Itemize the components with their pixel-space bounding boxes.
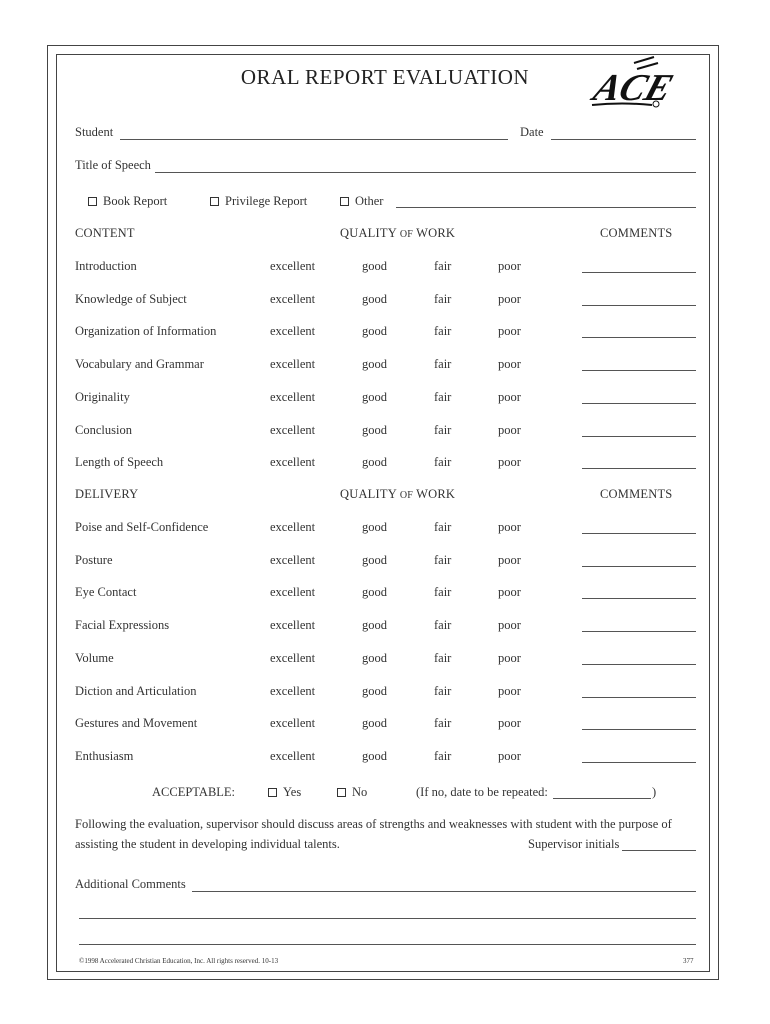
delivery-comment-field[interactable] xyxy=(582,566,696,567)
content-item-label: Originality xyxy=(75,389,130,404)
rating-poor[interactable]: poor xyxy=(498,683,521,698)
content-comment-field[interactable] xyxy=(582,436,696,437)
acceptable-yes-option[interactable] xyxy=(268,785,301,800)
rating-good[interactable]: good xyxy=(362,357,387,372)
supervisor-initials-label: Supervisor initials xyxy=(528,837,620,851)
rating-good[interactable]: good xyxy=(362,748,387,763)
page-code: 377 xyxy=(683,957,694,965)
delivery-item-label: Volume xyxy=(75,650,114,665)
rating-excellent[interactable]: excellent xyxy=(270,291,316,306)
repeat-date-suffix: ) xyxy=(652,785,657,799)
delivery-header: DELIVERY xyxy=(75,487,139,501)
rating-fair[interactable]: fair xyxy=(434,683,452,698)
other-report-checkbox[interactable] xyxy=(340,197,349,206)
rating-poor[interactable]: poor xyxy=(498,552,521,567)
rating-good[interactable]: good xyxy=(362,683,387,698)
rating-excellent[interactable]: excellent xyxy=(270,455,316,470)
ace-logo-text: ACE xyxy=(588,66,679,109)
rating-fair[interactable]: fair xyxy=(434,389,452,404)
acceptable-yes-checkbox[interactable] xyxy=(268,788,277,797)
additional-comments-line-2[interactable] xyxy=(79,918,696,919)
rating-poor[interactable]: poor xyxy=(498,650,521,665)
rating-poor[interactable]: poor xyxy=(498,324,521,339)
delivery-item-label: Eye Contact xyxy=(75,585,137,600)
delivery-quality-header: QUALITY OF WORK xyxy=(340,487,456,501)
delivery-item-label: Facial Expressions xyxy=(75,618,170,633)
acceptable-no-option[interactable] xyxy=(337,785,367,800)
additional-comments-line-1[interactable] xyxy=(192,891,696,892)
rating-excellent[interactable]: excellent xyxy=(270,324,316,339)
content-comment-field[interactable] xyxy=(582,272,696,273)
delivery-item-label: Diction and Articulation xyxy=(75,683,197,698)
content-comment-field[interactable] xyxy=(582,305,696,306)
rating-fair[interactable]: fair xyxy=(434,748,452,763)
rating-good[interactable]: good xyxy=(362,552,387,567)
rating-excellent[interactable]: excellent xyxy=(270,389,316,404)
rating-excellent[interactable]: excellent xyxy=(270,618,316,633)
rating-fair[interactable]: fair xyxy=(434,650,452,665)
delivery-comment-field[interactable] xyxy=(582,631,696,632)
speech-title-label: Title of Speech xyxy=(75,158,151,172)
rating-fair[interactable]: fair xyxy=(434,291,452,306)
repeat-date-field[interactable] xyxy=(553,798,651,799)
additional-comments-label: Additional Comments xyxy=(75,877,186,891)
rating-good[interactable]: good xyxy=(362,259,387,273)
content-comment-field[interactable] xyxy=(582,403,696,404)
content-item-label: Knowledge of Subject xyxy=(75,291,187,306)
rating-good[interactable]: good xyxy=(362,585,387,600)
rating-excellent[interactable]: excellent xyxy=(270,683,316,698)
instructions-line-2: assisting the student in developing individual talents. xyxy=(75,837,340,851)
rating-excellent[interactable]: excellent xyxy=(270,552,316,567)
rating-fair[interactable]: fair xyxy=(434,552,452,567)
delivery-comment-field[interactable] xyxy=(582,533,696,534)
acceptable-no-checkbox[interactable] xyxy=(337,788,346,797)
rating-fair[interactable]: fair xyxy=(434,422,452,437)
rating-fair[interactable]: fair xyxy=(434,259,452,273)
delivery-comments-header: COMMENTS xyxy=(600,487,673,501)
rating-excellent[interactable]: excellent xyxy=(270,650,316,665)
rating-excellent[interactable]: excellent xyxy=(270,520,316,534)
rating-excellent[interactable]: excellent xyxy=(270,585,316,600)
content-item-label: Vocabulary and Grammar xyxy=(75,357,204,372)
privilege-report-checkbox[interactable] xyxy=(210,197,219,206)
rating-good[interactable]: good xyxy=(362,422,387,437)
rating-fair[interactable]: fair xyxy=(434,324,452,339)
book-report-option[interactable] xyxy=(88,194,167,209)
rating-excellent[interactable]: excellent xyxy=(270,259,316,273)
rating-poor[interactable]: poor xyxy=(498,748,521,763)
repeat-date-prefix: (If no, date to be repeated: xyxy=(416,785,548,799)
rating-good[interactable]: good xyxy=(362,618,387,633)
rating-good[interactable]: good xyxy=(362,455,387,470)
rating-excellent[interactable]: excellent xyxy=(270,716,316,731)
delivery-comment-field[interactable] xyxy=(582,762,696,763)
acceptable-yes-label: Yes xyxy=(283,785,302,799)
content-item-label: Length of Speech xyxy=(75,455,164,470)
inner-border xyxy=(56,54,710,972)
student-field[interactable] xyxy=(120,139,508,140)
content-comments-header: COMMENTS xyxy=(600,226,673,240)
rating-fair[interactable]: fair xyxy=(434,520,452,534)
rating-poor[interactable]: poor xyxy=(498,259,521,273)
other-report-label: Other xyxy=(355,194,384,208)
content-quality-header: QUALITY OF WORK xyxy=(340,226,456,240)
rating-good[interactable]: good xyxy=(362,389,387,404)
rating-fair[interactable]: fair xyxy=(434,357,452,372)
privilege-report-option[interactable] xyxy=(210,194,307,209)
content-comment-field[interactable] xyxy=(582,337,696,338)
delivery-comment-field[interactable] xyxy=(582,664,696,665)
speech-title-field[interactable] xyxy=(155,172,696,173)
date-field[interactable] xyxy=(551,139,696,140)
rating-poor[interactable]: poor xyxy=(498,716,521,731)
delivery-comment-field[interactable] xyxy=(582,697,696,698)
content-item-label: Introduction xyxy=(75,259,137,273)
student-label: Student xyxy=(75,125,114,139)
supervisor-initials-field[interactable] xyxy=(622,850,696,851)
content-item-label: Conclusion xyxy=(75,422,132,437)
rating-good[interactable]: good xyxy=(362,324,387,339)
book-report-checkbox[interactable] xyxy=(88,197,97,206)
rating-poor[interactable]: poor xyxy=(498,455,521,470)
rating-fair[interactable]: fair xyxy=(434,716,452,731)
content-item-label: Organization of Information xyxy=(75,324,217,339)
instructions-line-1: Following the evaluation, supervisor should discuss areas of strengths and weaknesses with student with the purpose of xyxy=(75,817,672,831)
rating-excellent[interactable]: excellent xyxy=(270,422,316,437)
rating-poor[interactable]: poor xyxy=(498,422,521,437)
rating-poor[interactable]: poor xyxy=(498,585,521,600)
acceptable-label: ACCEPTABLE: xyxy=(152,785,236,799)
content-comment-field[interactable] xyxy=(582,468,696,469)
content-header: CONTENT xyxy=(75,226,135,240)
rating-good[interactable]: good xyxy=(362,520,387,534)
copyright-footer: ©1998 Accelerated Christian Education, Inc. All rights reserved. 10-13 xyxy=(79,957,279,965)
rating-fair[interactable]: fair xyxy=(434,455,452,470)
book-report-label: Book Report xyxy=(103,194,168,208)
delivery-item-label: Poise and Self-Confidence xyxy=(75,520,209,534)
rating-poor[interactable]: poor xyxy=(498,520,521,534)
rating-good[interactable]: good xyxy=(362,650,387,665)
rating-excellent[interactable]: excellent xyxy=(270,357,316,372)
content-comment-field[interactable] xyxy=(582,370,696,371)
rating-fair[interactable]: fair xyxy=(434,585,452,600)
rating-poor[interactable]: poor xyxy=(498,357,521,372)
delivery-item-label: Gestures and Movement xyxy=(75,716,198,731)
rating-good[interactable]: good xyxy=(362,716,387,731)
delivery-comment-field[interactable] xyxy=(582,729,696,730)
rating-excellent[interactable]: excellent xyxy=(270,748,316,763)
date-label: Date xyxy=(520,125,544,139)
rating-poor[interactable]: poor xyxy=(498,618,521,633)
rating-poor[interactable]: poor xyxy=(498,389,521,404)
rating-poor[interactable]: poor xyxy=(498,291,521,306)
acceptable-no-label: No xyxy=(352,785,368,799)
delivery-comment-field[interactable] xyxy=(582,598,696,599)
rating-fair[interactable]: fair xyxy=(434,618,452,633)
other-report-field[interactable] xyxy=(396,207,696,208)
page-title: ORAL REPORT EVALUATION xyxy=(240,65,530,89)
delivery-item-label: Posture xyxy=(75,552,113,567)
delivery-item-label: Enthusiasm xyxy=(75,748,134,763)
ace-logo xyxy=(582,55,679,110)
privilege-report-label: Privilege Report xyxy=(225,194,308,208)
rating-good[interactable]: good xyxy=(362,291,387,306)
additional-comments-line-3[interactable] xyxy=(79,944,696,945)
other-report-option[interactable] xyxy=(340,194,383,209)
